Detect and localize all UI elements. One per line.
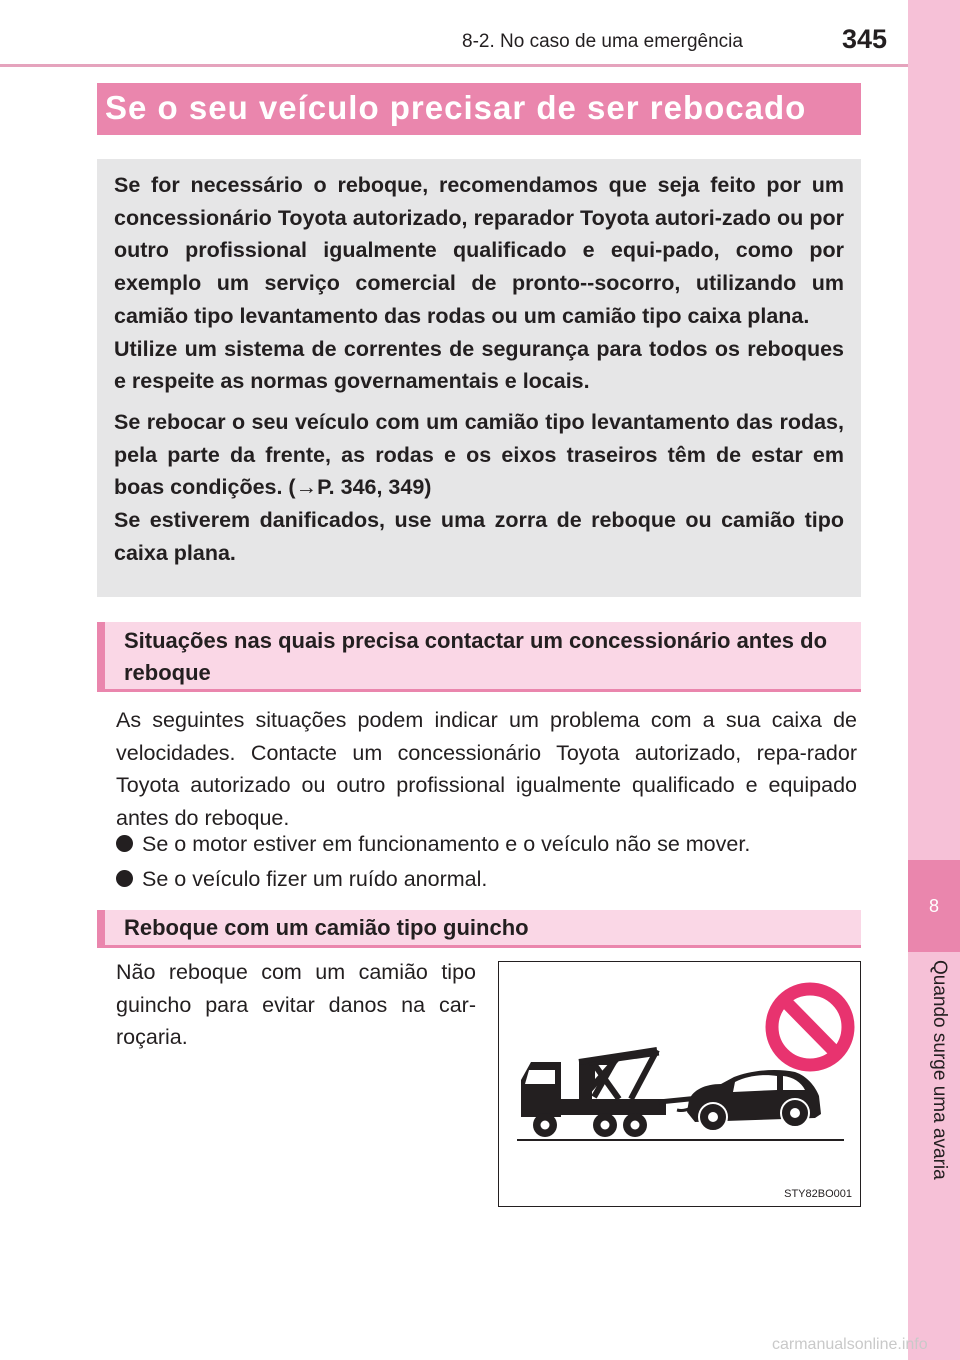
bullet-dot-icon: [116, 870, 133, 887]
intro-paragraph: Se estiverem danificados, use uma zorra de reboque ou camião tipo caixa plana.: [114, 508, 844, 565]
running-head: 8-2. No caso de uma emergência: [462, 31, 743, 52]
chapter-number: 8: [928, 896, 939, 916]
bullet-item: [116, 863, 487, 895]
intro-paragraph: Se for necessário o reboque, recomendamos que seja feito por um concessionário Toyota autorizado, reparador Toyota autori-zado ou por outro profissional igualmente qualificado e equi-pado, como por exemplo um serviço comercial de pronto--socorro, utilizando um camião tipo levantamento das rodas ou um camião tipo caixa plana.: [114, 173, 844, 328]
intro-box: [97, 159, 861, 597]
bullet-dot-icon: [116, 835, 133, 852]
chapter-title: Quando surge uma avaria: [929, 960, 950, 1180]
page-number: 345: [842, 24, 888, 54]
chapter-number-tab[interactable]: [908, 860, 960, 952]
bullet-item: [116, 828, 750, 860]
section-heading-text: Situações nas quais precisa contactar um concessionário antes do reboque: [124, 628, 828, 685]
sling-tow-truck-prohibited-icon: [499, 962, 862, 1208]
header-rule: [0, 64, 960, 67]
intro-paragraph: Se rebocar o seu veículo com um camião tipo levantamento das rodas, pela parte da frente, as rodas e os eixos traseiros têm de estar em boas condições. (→P. 346, 349): [114, 409, 844, 500]
section-body: As seguintes situações podem indicar um problema com a sua caixa de velocidades. Contacte um concessionário Toyota autorizado, repa-rador Toyota autorizado ou outro profissional igualmente qualificado e equipado antes do reboque.: [116, 708, 857, 830]
intro-paragraph: Utilize um sistema de correntes de segurança para todos os reboques e respeite as normas governamentais e locais.: [114, 336, 844, 394]
watermark-text: carmanualsonline.info: [772, 1336, 928, 1353]
bullet-text: Se o veículo fizer um ruído anormal.: [142, 867, 488, 891]
section-heading-sling-truck: [97, 910, 861, 948]
section-heading-text: Reboque com um camião tipo guincho: [124, 915, 529, 940]
towing-illustration: [498, 961, 861, 1207]
bullet-text: Se o motor estiver em funcionamento e o veículo não se mover.: [142, 832, 751, 856]
section-body: Não reboque com um camião tipo guincho para evitar danos na car-roçaria.: [116, 960, 476, 1049]
page-title-bar: [97, 83, 861, 135]
figure-code: STY82BO001: [784, 1188, 852, 1200]
page-title: Se o seu veículo precisar de ser rebocado: [105, 89, 807, 126]
section-heading-dealer: [97, 622, 861, 692]
